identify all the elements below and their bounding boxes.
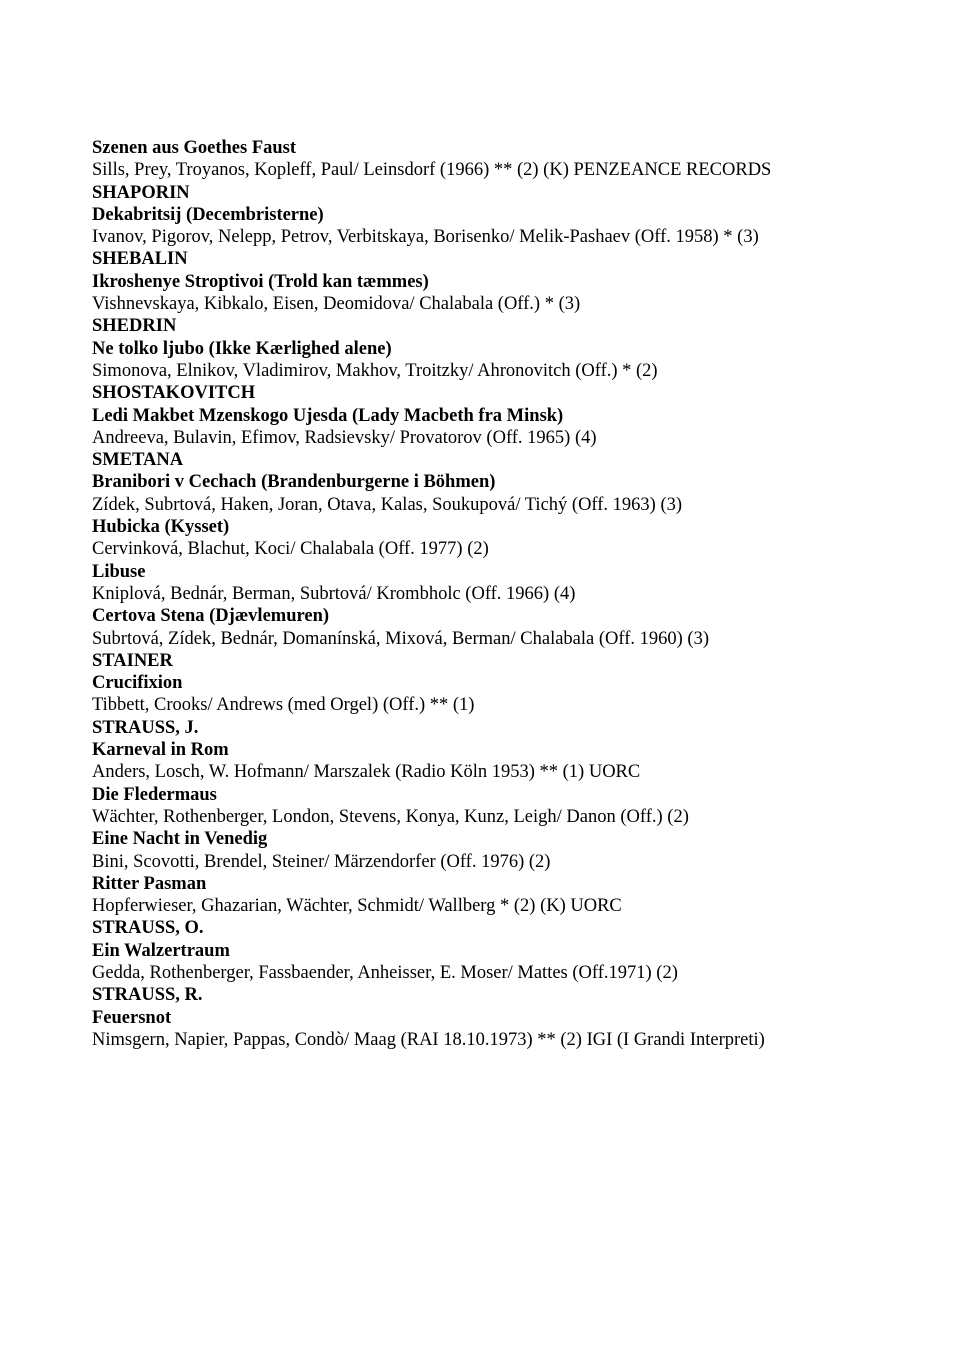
recording-line: Kniplová, Bednár, Berman, Subrtová/ Krombholc (Off. 1966) (4) [92,583,576,604]
heading-line: Ikroshenye Stroptivoi (Trold kan tæmmes) [92,271,429,292]
heading-line: Ne tolko ljubo (Ikke Kærlighed alene) [92,338,392,359]
heading-line: Eine Nacht in Venedig [92,829,268,850]
recording-line: Sills, Prey, Troyanos, Kopleff, Paul/ Leinsdorf (1966) ** (2) (K) PENZEANCE RECORDS [92,160,772,181]
heading-line: Libuse [92,561,146,582]
heading-line: Karneval in Rom [92,740,229,761]
recording-line: Wächter, Rothenberger, London, Stevens, Konya, Kunz, Leigh/ Danon (Off.) (2) [92,806,689,827]
recording-line: Vishnevskaya, Kibkalo, Eisen, Deomidova/ Chalabala (Off.) * (3) [92,294,581,315]
heading-line: SMETANA [92,450,184,471]
heading-line: Ein Walzertraum [92,940,230,961]
recording-line: Zídek, Subrtová, Haken, Joran, Otava, Kalas, Soukupová/ Tichý (Off. 1963) (3) [92,494,683,515]
recording-line: Ivanov, Pigorov, Nelepp, Petrov, Verbitskaya, Borisenko/ Melik-Pashaev (Off. 1958) * (3) [92,227,759,248]
recording-line: Tibbett, Crooks/ Andrews (med Orgel) (Off.) ** (1) [92,695,475,716]
recording-line: Subrtová, Zídek, Bednár, Domanínská, Mixová, Berman/ Chalabala (Off. 1960) (3) [92,628,709,649]
recording-line: Anders, Losch, W. Hofmann/ Marszalek (Radio Köln 1953) ** (1) UORC [92,762,641,783]
recording-line: Bini, Scovotti, Brendel, Steiner/ Märzendorfer (Off. 1976) (2) [92,851,551,872]
recording-line: Hopferwieser, Ghazarian, Wächter, Schmidt/ Wallberg * (2) (K) UORC [92,896,622,917]
document-page [92,137,932,1051]
recording-line: Gedda, Rothenberger, Fassbaender, Anheisser, E. Moser/ Mattes (Off.1971) (2) [92,962,678,983]
heading-line: SHEDRIN [92,316,177,337]
recording-line: Cervinková, Blachut, Koci/ Chalabala (Off. 1977) (2) [92,539,489,560]
heading-line: Crucifixion [92,673,183,694]
heading-line: STRAUSS, O. [92,918,204,939]
heading-line: STRAUSS, J. [92,717,199,738]
heading-line: SHOSTAKOVITCH [92,383,256,404]
heading-line: Ledi Makbet Mzenskogo Ujesda (Lady Macbeth fra Minsk) [92,405,564,426]
recording-line: Nimsgern, Napier, Pappas, Condò/ Maag (RAI 18.10.1973) ** (2) IGI (I Grandi Interpreti) [92,1029,765,1050]
heading-line: Dekabritsij (Decembristerne) [92,204,324,225]
heading-line: Die Fledermaus [92,784,217,805]
heading-line: Szenen aus Goethes Faust [92,138,297,158]
heading-line: SHEBALIN [92,249,188,270]
heading-line: Ritter Pasman [92,873,207,894]
heading-line: STRAUSS, R. [92,985,203,1006]
heading-line: SHAPORIN [92,182,190,203]
heading-line: STAINER [92,650,173,671]
heading-line: Feuersnot [92,1007,172,1028]
recording-line: Simonova, Elnikov, Vladimirov, Makhov, Troitzky/ Ahronovitch (Off.) * (2) [92,360,658,381]
heading-line: Hubicka (Kysset) [92,517,230,538]
recording-line: Andreeva, Bulavin, Efimov, Radsievsky/ Provatorov (Off. 1965) (4) [92,427,597,448]
heading-line: Certova Stena (Djævlemuren) [92,606,330,627]
heading-line: Branibori v Cechach (Brandenburgerne i Böhmen) [92,472,496,493]
